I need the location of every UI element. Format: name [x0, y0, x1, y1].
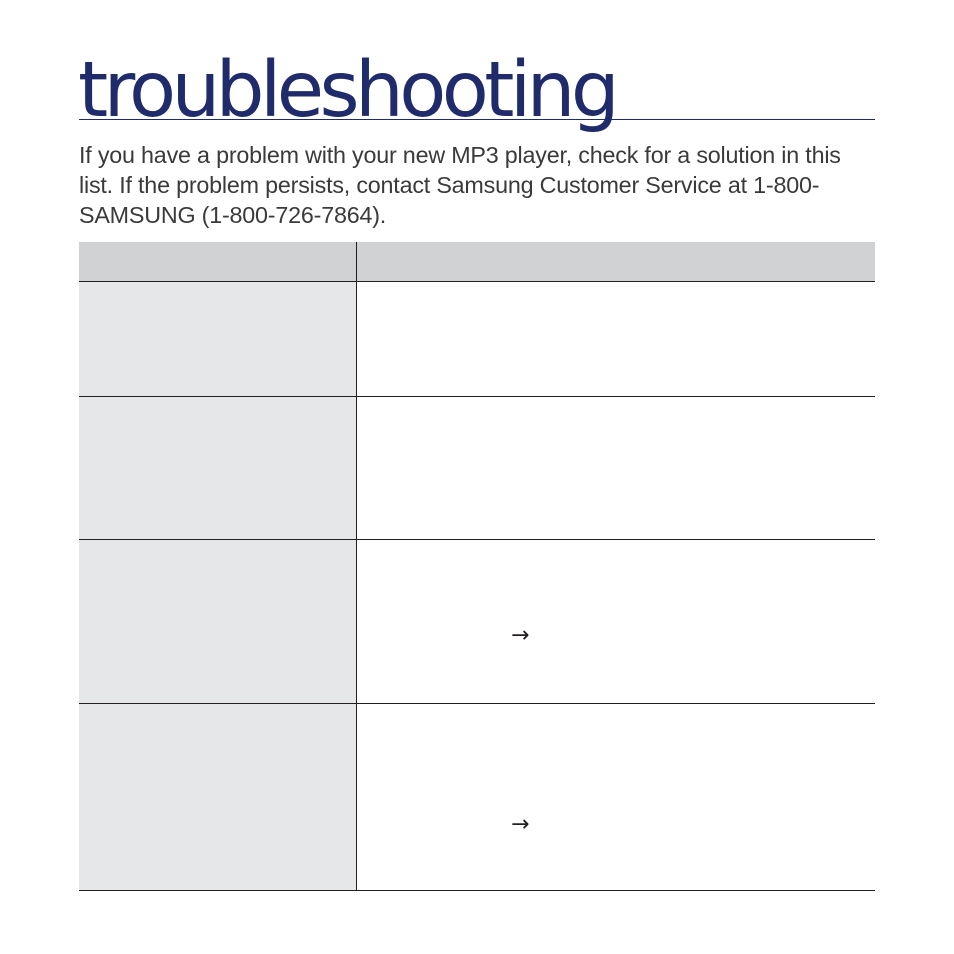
solution-cell	[357, 397, 875, 539]
header-solution-cell	[357, 242, 875, 281]
problem-cell	[79, 540, 357, 703]
troubleshooting-table	[79, 242, 875, 891]
problem-cell	[79, 397, 357, 539]
table-header-row	[79, 242, 875, 282]
page-title: troubleshooting	[78, 46, 616, 135]
table-row	[79, 397, 875, 540]
header-problem-cell	[79, 242, 357, 281]
table-row	[79, 540, 875, 704]
right-arrow-icon: →	[511, 812, 530, 837]
intro-paragraph: If you have a problem with your new MP3 player, check for a solution in this list. If the problem persists, contact Samsung Customer Service at 1-800-SAMSUNG (1-800-726-7864).	[79, 142, 841, 228]
solution-cell	[357, 282, 875, 396]
table-row	[79, 704, 875, 891]
problem-cell	[79, 704, 357, 890]
solution-cell	[357, 704, 875, 890]
title-rule	[79, 119, 875, 120]
table-row	[79, 282, 875, 397]
solution-cell	[357, 540, 875, 703]
problem-cell	[79, 282, 357, 396]
right-arrow-icon: →	[511, 623, 530, 648]
